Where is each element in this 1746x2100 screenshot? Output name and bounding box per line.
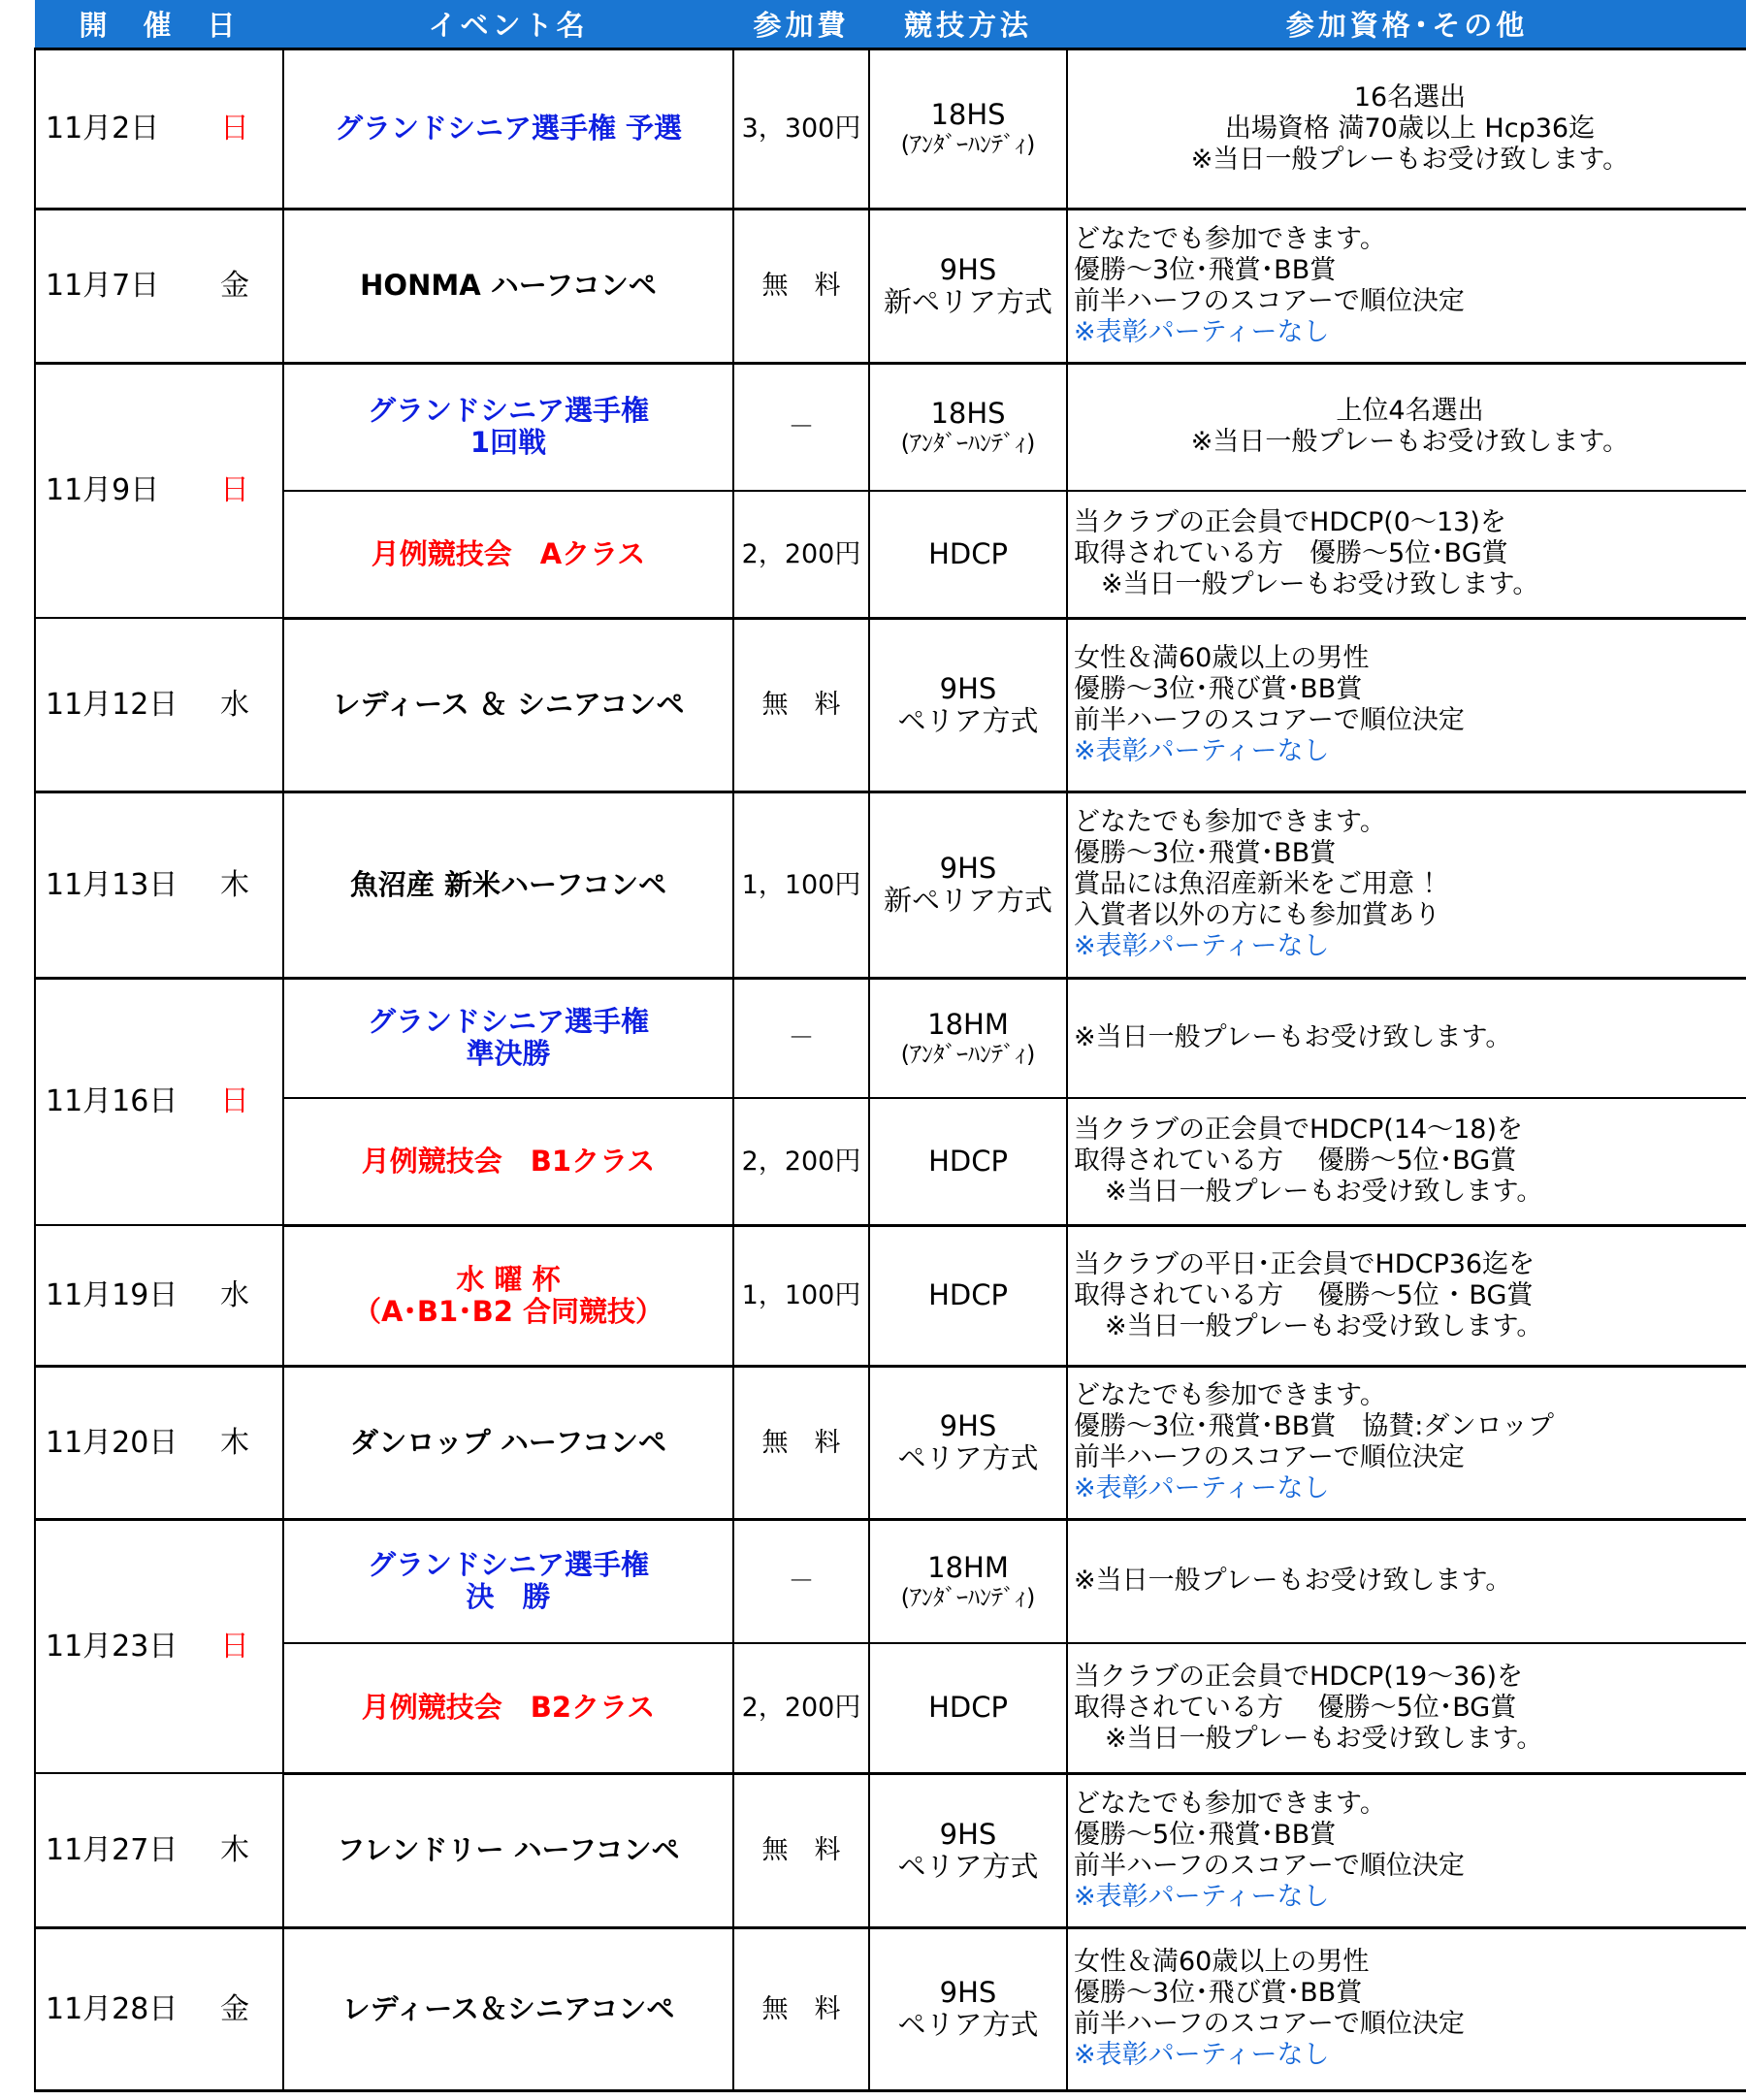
event-fee: － xyxy=(733,978,869,1098)
event-note: 当クラブの正会員でHDCP(14～18)を 取得されている方 優勝～5位･BG賞 ※当日一般プレーもお受け致します。 xyxy=(1067,1098,1746,1225)
date-cell xyxy=(35,363,283,618)
event-fee: 2，200円 xyxy=(733,1098,869,1225)
event-fee: 2，200円 xyxy=(733,1643,869,1773)
event-note: どなたでも参加できます。 優勝～3位･飛賞･BB賞 前半ハーフのスコアーで順位決定 ※表彰パーティーなし xyxy=(1067,209,1746,363)
event-name: グランドシニア選手権 1回戦 xyxy=(283,363,733,491)
event-name: グランドシニア選手権 準決勝 xyxy=(283,978,733,1098)
weekday: 日 xyxy=(220,1629,249,1664)
event-name: ダンロップ ハーフコンペ xyxy=(283,1366,733,1519)
event-method: HDCP xyxy=(869,491,1067,618)
event-method: 9HS ペリア方式 xyxy=(869,1927,1067,2090)
table-row xyxy=(35,209,1746,363)
event-note: 16名選出 出場資格 満70歳以上 Hcp36迄 ※当日一般プレーもお受け致します。 xyxy=(1067,48,1746,209)
weekday: 木 xyxy=(220,1832,249,1867)
table-row xyxy=(35,1098,1746,1225)
event-note: どなたでも参加できます。 優勝～3位･飛賞･BB賞 協賛:ダンロップ 前半ハーフのスコアーで順位決定 ※表彰パーティーなし xyxy=(1067,1366,1746,1519)
date-cell xyxy=(35,1927,283,2090)
weekday: 金 xyxy=(220,269,249,303)
event-name: フレンドリー ハーフコンペ xyxy=(283,1773,733,1927)
event-date: 11月16日 xyxy=(46,1084,178,1119)
event-note: 当クラブの正会員でHDCP(0～13)を 取得されている方 優勝～5位･BG賞 ※当日一般プレーもお受け致します。 xyxy=(1067,491,1746,618)
event-date: 11月23日 xyxy=(46,1629,178,1664)
event-method: 9HS ペリア方式 xyxy=(869,618,1067,792)
header-fee: 参加費 xyxy=(733,0,869,48)
event-date: 11月27日 xyxy=(46,1832,178,1867)
date-cell xyxy=(35,618,283,792)
table-row xyxy=(35,618,1746,792)
event-date: 11月2日 xyxy=(46,112,160,145)
weekday: 金 xyxy=(220,1991,249,2026)
event-fee: － xyxy=(733,1519,869,1643)
header-event-name: イベント名 xyxy=(283,0,733,48)
event-method: 9HS ペリア方式 xyxy=(869,1366,1067,1519)
event-fee: 無 料 xyxy=(733,1366,869,1519)
weekday: 木 xyxy=(220,1425,249,1460)
event-method: 9HS ペリア方式 xyxy=(869,1773,1067,1927)
weekday: 日 xyxy=(220,1084,249,1119)
table-row xyxy=(35,1519,1746,1643)
event-note: どなたでも参加できます。 優勝～3位･飛賞･BB賞 賞品には魚沼産新米をご用意 ！ 入賞者以外の方にも参加賞あり ※表彰パーティーなし xyxy=(1067,792,1746,978)
table-row xyxy=(35,48,1746,209)
date-cell xyxy=(35,209,283,363)
event-fee: 無 料 xyxy=(733,1773,869,1927)
event-name: 水 曜 杯 （A･B1･B2 合同競技） xyxy=(283,1225,733,1366)
table-row xyxy=(35,1225,1746,1366)
event-method: 9HS 新ペリア方式 xyxy=(869,209,1067,363)
event-name: 月例競技会 Aクラス xyxy=(283,491,733,618)
table-row xyxy=(35,491,1746,618)
event-fee: 1，100円 xyxy=(733,792,869,978)
event-method: 18HS (ｱﾝﾀﾞｰﾊﾝﾃﾞｨ) xyxy=(869,48,1067,209)
event-method: HDCP xyxy=(869,1098,1067,1225)
header-note: 参加資格･その他 xyxy=(1067,0,1746,48)
event-name: HONMA ハーフコンペ xyxy=(283,209,733,363)
event-method: HDCP xyxy=(869,1225,1067,1366)
event-method: 18HS (ｱﾝﾀﾞｰﾊﾝﾃﾞｨ) xyxy=(869,363,1067,491)
header-method: 競技方法 xyxy=(869,0,1067,48)
event-fee: 3，300円 xyxy=(733,48,869,209)
event-date: 11月7日 xyxy=(46,269,160,303)
weekday: 水 xyxy=(220,1277,249,1312)
weekday: 水 xyxy=(220,687,249,722)
event-name: 月例競技会 B1クラス xyxy=(283,1098,733,1225)
event-method: 18HM (ｱﾝﾀﾞｰﾊﾝﾃﾞｨ) xyxy=(869,1519,1067,1643)
header-row xyxy=(35,0,1746,48)
event-date: 11月9日 xyxy=(46,473,160,508)
event-note: 女性＆満60歳以上の男性 優勝～3位･飛び賞･BB賞 前半ハーフのスコアーで順位決定 ※表彰パーティーなし xyxy=(1067,1927,1746,2090)
event-fee: 2，200円 xyxy=(733,491,869,618)
event-schedule-table xyxy=(34,0,1746,2092)
weekday: 日 xyxy=(220,473,249,508)
date-cell xyxy=(35,1366,283,1519)
event-note: ※当日一般プレーもお受け致します。 xyxy=(1067,978,1746,1098)
event-fee: 無 料 xyxy=(733,618,869,792)
event-fee: 無 料 xyxy=(733,209,869,363)
table-row xyxy=(35,1366,1746,1519)
table-row xyxy=(35,792,1746,978)
date-cell xyxy=(35,1519,283,1773)
event-name: 月例競技会 B2クラス xyxy=(283,1643,733,1773)
event-note: 女性＆満60歳以上の男性 優勝～3位･飛び賞･BB賞 前半ハーフのスコアーで順位決定 ※表彰パーティーなし xyxy=(1067,618,1746,792)
event-fee: 1，100円 xyxy=(733,1225,869,1366)
event-name: 魚沼産 新米ハーフコンペ xyxy=(283,792,733,978)
table-row xyxy=(35,363,1746,491)
table-row xyxy=(35,1643,1746,1773)
event-note: 上位4名選出 ※当日一般プレーもお受け致します。 xyxy=(1067,363,1746,491)
event-date: 11月13日 xyxy=(46,867,178,902)
date-cell xyxy=(35,48,283,209)
header-date: 開 催 日 xyxy=(35,0,283,48)
event-note: 当クラブの平日･正会員でHDCP36迄を 取得されている方 優勝～5位 ･ BG賞 ※当日一般プレーもお受け致します。 xyxy=(1067,1225,1746,1366)
event-fee: － xyxy=(733,363,869,491)
event-note: ※当日一般プレーもお受け致します。 xyxy=(1067,1519,1746,1643)
table-row xyxy=(35,1773,1746,1927)
table-row xyxy=(35,1927,1746,2090)
event-name: グランドシニア選手権 決 勝 xyxy=(283,1519,733,1643)
event-date: 11月28日 xyxy=(46,1991,178,2026)
event-method: 9HS 新ペリア方式 xyxy=(869,792,1067,978)
event-note: どなたでも参加できます。 優勝～5位･飛賞･BB賞 前半ハーフのスコアーで順位決定 ※表彰パーティーなし xyxy=(1067,1773,1746,1927)
event-note: 当クラブの正会員でHDCP(19～36)を 取得されている方 優勝～5位･BG賞 ※当日一般プレーもお受け致します。 xyxy=(1067,1643,1746,1773)
event-date: 11月19日 xyxy=(46,1277,178,1312)
event-name: レディース ＆ シニアコンペ xyxy=(283,618,733,792)
table-row xyxy=(35,978,1746,1098)
date-cell xyxy=(35,1773,283,1927)
date-cell xyxy=(35,1225,283,1366)
event-method: HDCP xyxy=(869,1643,1067,1773)
schedule-wrapper xyxy=(34,0,1746,2100)
event-date: 11月20日 xyxy=(46,1425,178,1460)
event-method: 18HM (ｱﾝﾀﾞｰﾊﾝﾃﾞｨ) xyxy=(869,978,1067,1098)
event-date: 11月12日 xyxy=(46,687,178,722)
event-name: グランドシニア選手権 予選 xyxy=(283,48,733,209)
weekday: 日 xyxy=(220,112,249,145)
date-cell xyxy=(35,792,283,978)
event-name: レディース＆シニアコンペ xyxy=(283,1927,733,2090)
weekday: 木 xyxy=(220,867,249,902)
date-cell xyxy=(35,978,283,1225)
event-fee: 無 料 xyxy=(733,1927,869,2090)
